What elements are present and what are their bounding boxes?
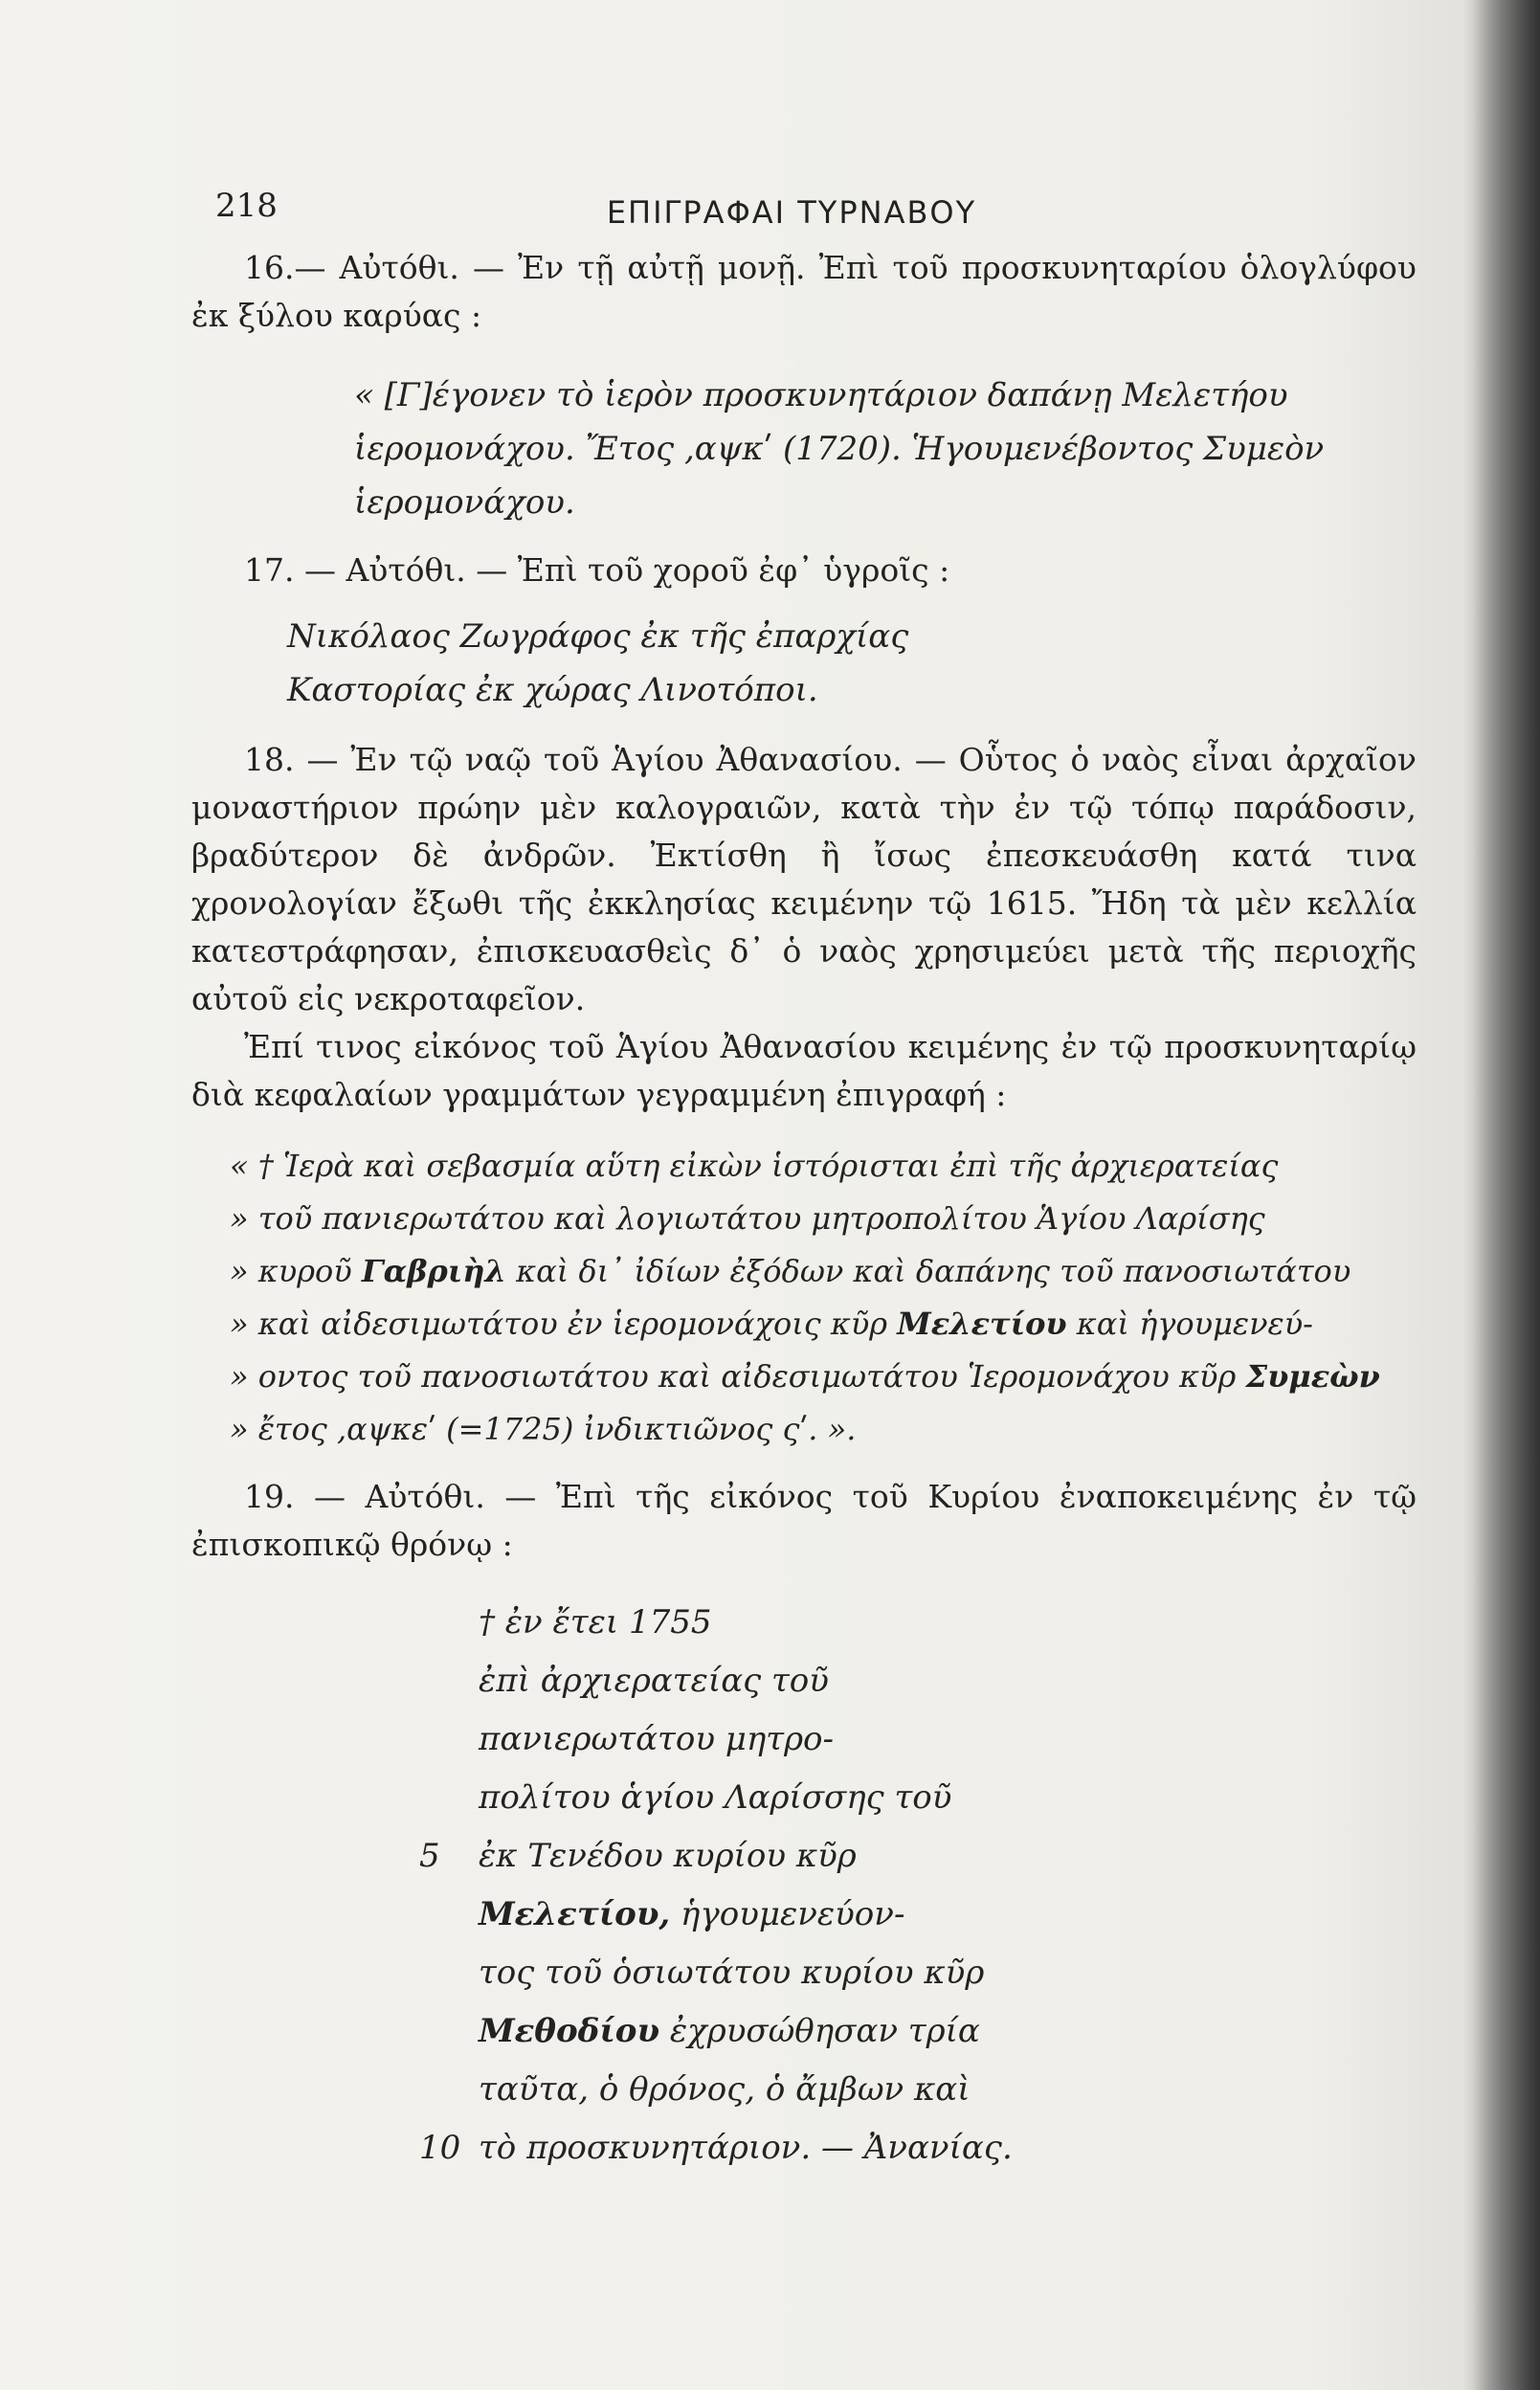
quote-line-2: » τοῦ πανιερωτάτου καὶ λογιωτάτου μητροπολίτου Ἁγίου Λαρίσης [230,1200,1265,1237]
quote-line-5 [230,1351,1417,1403]
poem-line-5-text: ἐκ Τενέδου κυρίου κῦρ [479,1837,857,1875]
line-number-5: 5 [419,1837,440,1875]
book-spine-shadow [1473,0,1540,2390]
poem-line-4: πολίτου ἁγίου Λαρίσσης τοῦ [479,1778,952,1817]
poem-line-8-text: ἐχρυσώθησαν τρία [659,2012,980,2050]
quote-line-3-end: καὶ δι᾽ ἰδίων ἐξόδων καὶ δαπάνης τοῦ πανοσιωτάτου [505,1253,1351,1289]
name-gabriel: Γαβριὴλ [361,1253,506,1289]
entry-16-inscription: « [Γ]έγονεν τὸ ἱερὸν προσκυνητάριον δαπάνῃ Μελετήου ἱερομονάχου. Ἔτος ,αψκʹ (1720). Ἡγουμενέβοντος Συμεὸν ἱερομονάχου. [354,376,1325,522]
entry-19-inscription [419,1594,1417,2178]
entry-17-inscription [287,610,1417,717]
page-body [191,244,1417,2178]
poem-line-6 [479,1886,1417,1944]
poem-line-8 [479,2002,1417,2061]
quote-line-6: » ἔτος ,αψκεʹ (=1725) ἰνδικτιῶνος ςʹ. ». [230,1411,857,1447]
poem-line-9: ταῦτα, ὁ θρόνος, ὁ ἄμβων καὶ [479,2070,971,2109]
name-meletios-2: Μελετίου, [479,1895,671,1933]
quote-line-4-start: » καὶ αἰδεσιμωτάτου ἐν ἱερομονάχοις κῦρ [230,1306,898,1342]
quote-line-4 [230,1298,1417,1351]
entry-18-second-paragraph: Ἐπί τινος εἰκόνος τοῦ Ἁγίου Ἀθανασίου κειμένης ἐν τῷ προσκυνηταρίῳ διὰ κεφαλαίων γραμμάτων γεγραμμένη ἐπιγραφή : [191,1028,1417,1113]
entry-19-intro: 19. — Αὐτόθι. — Ἐπὶ τῆς εἰκόνος τοῦ Κυρίου ἐναποκειμένης ἐν τῷ ἐπισκοπικῷ θρόνῳ : [191,1478,1417,1563]
poem-line-3: πανιερωτάτου μητρο- [479,1720,835,1758]
entry-18-intro: 18. — Ἐν τῷ ναῷ τοῦ Ἁγίου Ἀθανασίου. — Οὗτος ὁ ναὸς εἶναι ἀρχαῖον μοναστήριον πρώην μὲν καλογραιῶν, κατὰ τὴν ἐν τῷ τόπῳ παράδοσιν, βραδύτερον δὲ ἀνδρῶν. Ἐκτίσθη ἢ ἴσως ἐπεσκευάσθη κατά τινα χρονολογίαν ἔξωθι τῆς ἐκκλησίας κειμένην τῷ 1615. Ἤδη τὰ μὲν κελλία κατεστράφησαν, ἐπισκευασθεὶς δ᾽ ὁ ναὸς χρησιμεύει μετὰ τῆς περιοχῆς αὐτοῦ εἰς νεκροταφεῖον. [191,741,1417,1017]
quote-line-3-start: » κυροῦ [230,1253,362,1289]
poem-line-7: τος τοῦ ὁσιωτάτου κυρίου κῦρ [479,1954,985,1992]
line-number-10: 10 [419,2129,461,2167]
page-header [215,187,1368,244]
name-methodios: Μεθοδίου [479,2012,660,2050]
poem-line-2: ἐπὶ ἀρχιερατείας τοῦ [479,1662,829,1700]
poem-line-1: † ἐν ἔτει 1755 [479,1603,712,1642]
name-symeon: Συμεὼν [1245,1358,1380,1395]
quote-line-1: « † Ἱερὰ καὶ σεβασμία αὕτη εἰκὼν ἱστόρισται ἐπὶ τῆς ἀρχιερατείας [230,1148,1279,1184]
entry-17-line-1: Νικόλαος Ζωγράφος ἐκ τῆς ἐπαρχίας [287,617,909,656]
entry-17-line-2: Καστορίας ἐκ χώρας Λινοτόποι. [287,671,818,709]
poem-line-5 [419,1827,1417,1886]
entry-18-inscription [230,1140,1417,1456]
entry-17-intro: 17. — Αὐτόθι. — Ἐπὶ τοῦ χοροῦ ἐφ᾽ ὑγροῖς : [244,551,950,589]
poem-line-10 [419,2119,1417,2178]
entry-16-intro: 16.— Αὐτόθι. — Ἐν τῇ αὐτῇ μονῇ. Ἐπὶ τοῦ προσκυνηταρίου ὁλογλύφου ἐκ ξύλου καρύας : [191,249,1417,334]
quote-line-5-start: » οντος τοῦ πανοσιωτάτου καὶ αἰδεσιμωτάτου Ἱερομονάχου κῦρ [230,1358,1246,1395]
running-title: ΕΠΙΓΡΑΦΑΙ ΤΥΡΝΑΒΟΥ [606,194,977,231]
poem-line-6-text: ἡγουμενεύον- [670,1895,905,1933]
name-meletios: Μελετίου [897,1306,1067,1342]
page-number: 218 [215,187,278,225]
poem-line-10-text: τὸ προσκυνητάριον. — Ἀνανίας. [479,2129,1013,2167]
quote-line-4-end: καὶ ἡγουμενεύ- [1066,1306,1313,1342]
quote-line-3 [230,1245,1417,1298]
